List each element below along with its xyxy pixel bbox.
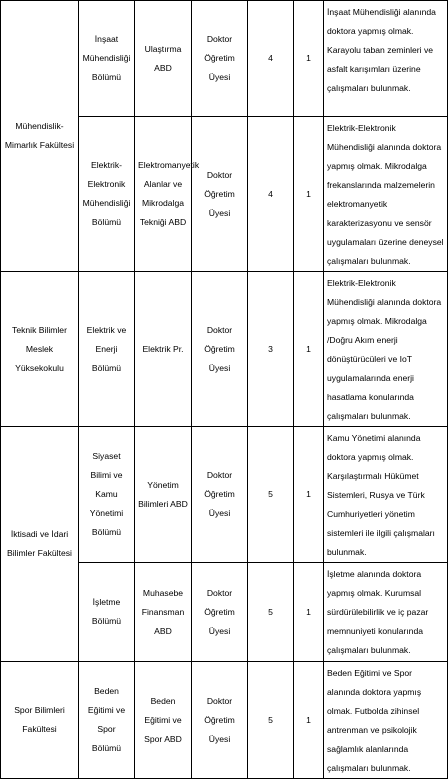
department-cell: İşletme Bölümü (79, 563, 135, 662)
description-cell: İnşaat Mühendisliği alanında doktora yapmış olmak. Karayolu taban zeminleri ve asfalt karışımları üzerine çalışmaları bulunmak. (324, 1, 448, 117)
field-cell: Yönetim Bilimleri ABD (135, 427, 192, 563)
quota-cell: 1 (294, 1, 324, 117)
table-row (1, 427, 448, 563)
department-cell: Siyaset Bilimi ve Kamu Yönetimi Bölümü (79, 427, 135, 563)
title-cell: Doktor Öğretim Üyesi (192, 662, 248, 779)
title-cell: Doktor Öğretim Üyesi (192, 117, 248, 272)
title-cell: Doktor Öğretim Üyesi (192, 563, 248, 662)
department-cell: Beden Eğitimi ve Spor Bölümü (79, 662, 135, 779)
field-cell: Ulaştırma ABD (135, 1, 192, 117)
min-score-cell: 3 (248, 272, 294, 427)
description-cell: Kamu Yönetimi alanında doktora yapmış olmak. Karşılaştırmalı Hükümet Sistemleri, Rusya ve Türk Cumhuriyetleri yönetim sistemleri ile ilgili çalışmaları bulunmak. (324, 427, 448, 563)
min-score-cell: 4 (248, 1, 294, 117)
quota-cell: 1 (294, 117, 324, 272)
faculty-cell: Teknik Bilimler Meslek Yüksekokulu (1, 272, 79, 427)
field-cell: Beden Eğitimi ve Spor ABD (135, 662, 192, 779)
title-cell: Doktor Öğretim Üyesi (192, 272, 248, 427)
faculty-cell: Mühendislik-Mimarlık Fakültesi (1, 1, 79, 272)
field-cell: Muhasebe Finansman ABD (135, 563, 192, 662)
description-cell: İşletme alanında doktora yapmış olmak. Kurumsal sürdürülebilirlik ve iç pazar memnuniyeti konularında çalışmaları bulunmak. (324, 563, 448, 662)
description-cell: Beden Eğitimi ve Spor alanında doktora yapmış olmak. Futbolda zihinsel antrenman ve psikolojik sağlamlık alanlarında çalışmaları bulunmak. (324, 662, 448, 779)
min-score-cell: 5 (248, 427, 294, 563)
min-score-cell: 5 (248, 662, 294, 779)
faculty-cell: Spor Bilimleri Fakültesi (1, 662, 79, 779)
table-row (1, 1, 448, 117)
quota-cell: 1 (294, 563, 324, 662)
table-row (1, 272, 448, 427)
table-row (1, 662, 448, 779)
faculty-cell: İktisadi ve İdari Bilimler Fakültesi (1, 427, 79, 662)
department-cell: Elektrik-Elektronik Mühendisliği Bölümü (79, 117, 135, 272)
min-score-cell: 4 (248, 117, 294, 272)
field-cell: Elektrik Pr. (135, 272, 192, 427)
quota-cell: 1 (294, 662, 324, 779)
department-cell: Elektrik ve Enerji Bölümü (79, 272, 135, 427)
description-cell: Elektrik-Elektronik Mühendisliği alanında doktora yapmış olmak. Mikrodalga /Doğru Akım enerji dönüştürücüleri ve IoT uygulamalarında enerji hasatlama konularında çalışmaları bulunmak. (324, 272, 448, 427)
min-score-cell: 5 (248, 563, 294, 662)
title-cell: Doktor Öğretim Üyesi (192, 1, 248, 117)
title-cell: Doktor Öğretim Üyesi (192, 427, 248, 563)
description-cell: Elektrik-Elektronik Mühendisliği alanında doktora yapmış olmak. Mikrodalga frekanslarında malzemelerin elektromanyetik karakterizasyonu ve sensör uygulamaları üzerine deneysel çalışmaları bulunmak. (324, 117, 448, 272)
quota-cell: 1 (294, 427, 324, 563)
quota-cell: 1 (294, 272, 324, 427)
field-cell: Elektromanyetik Alanlar ve Mikrodalga Tekniği ABD (135, 117, 192, 272)
department-cell: İnşaat Mühendisliği Bölümü (79, 1, 135, 117)
